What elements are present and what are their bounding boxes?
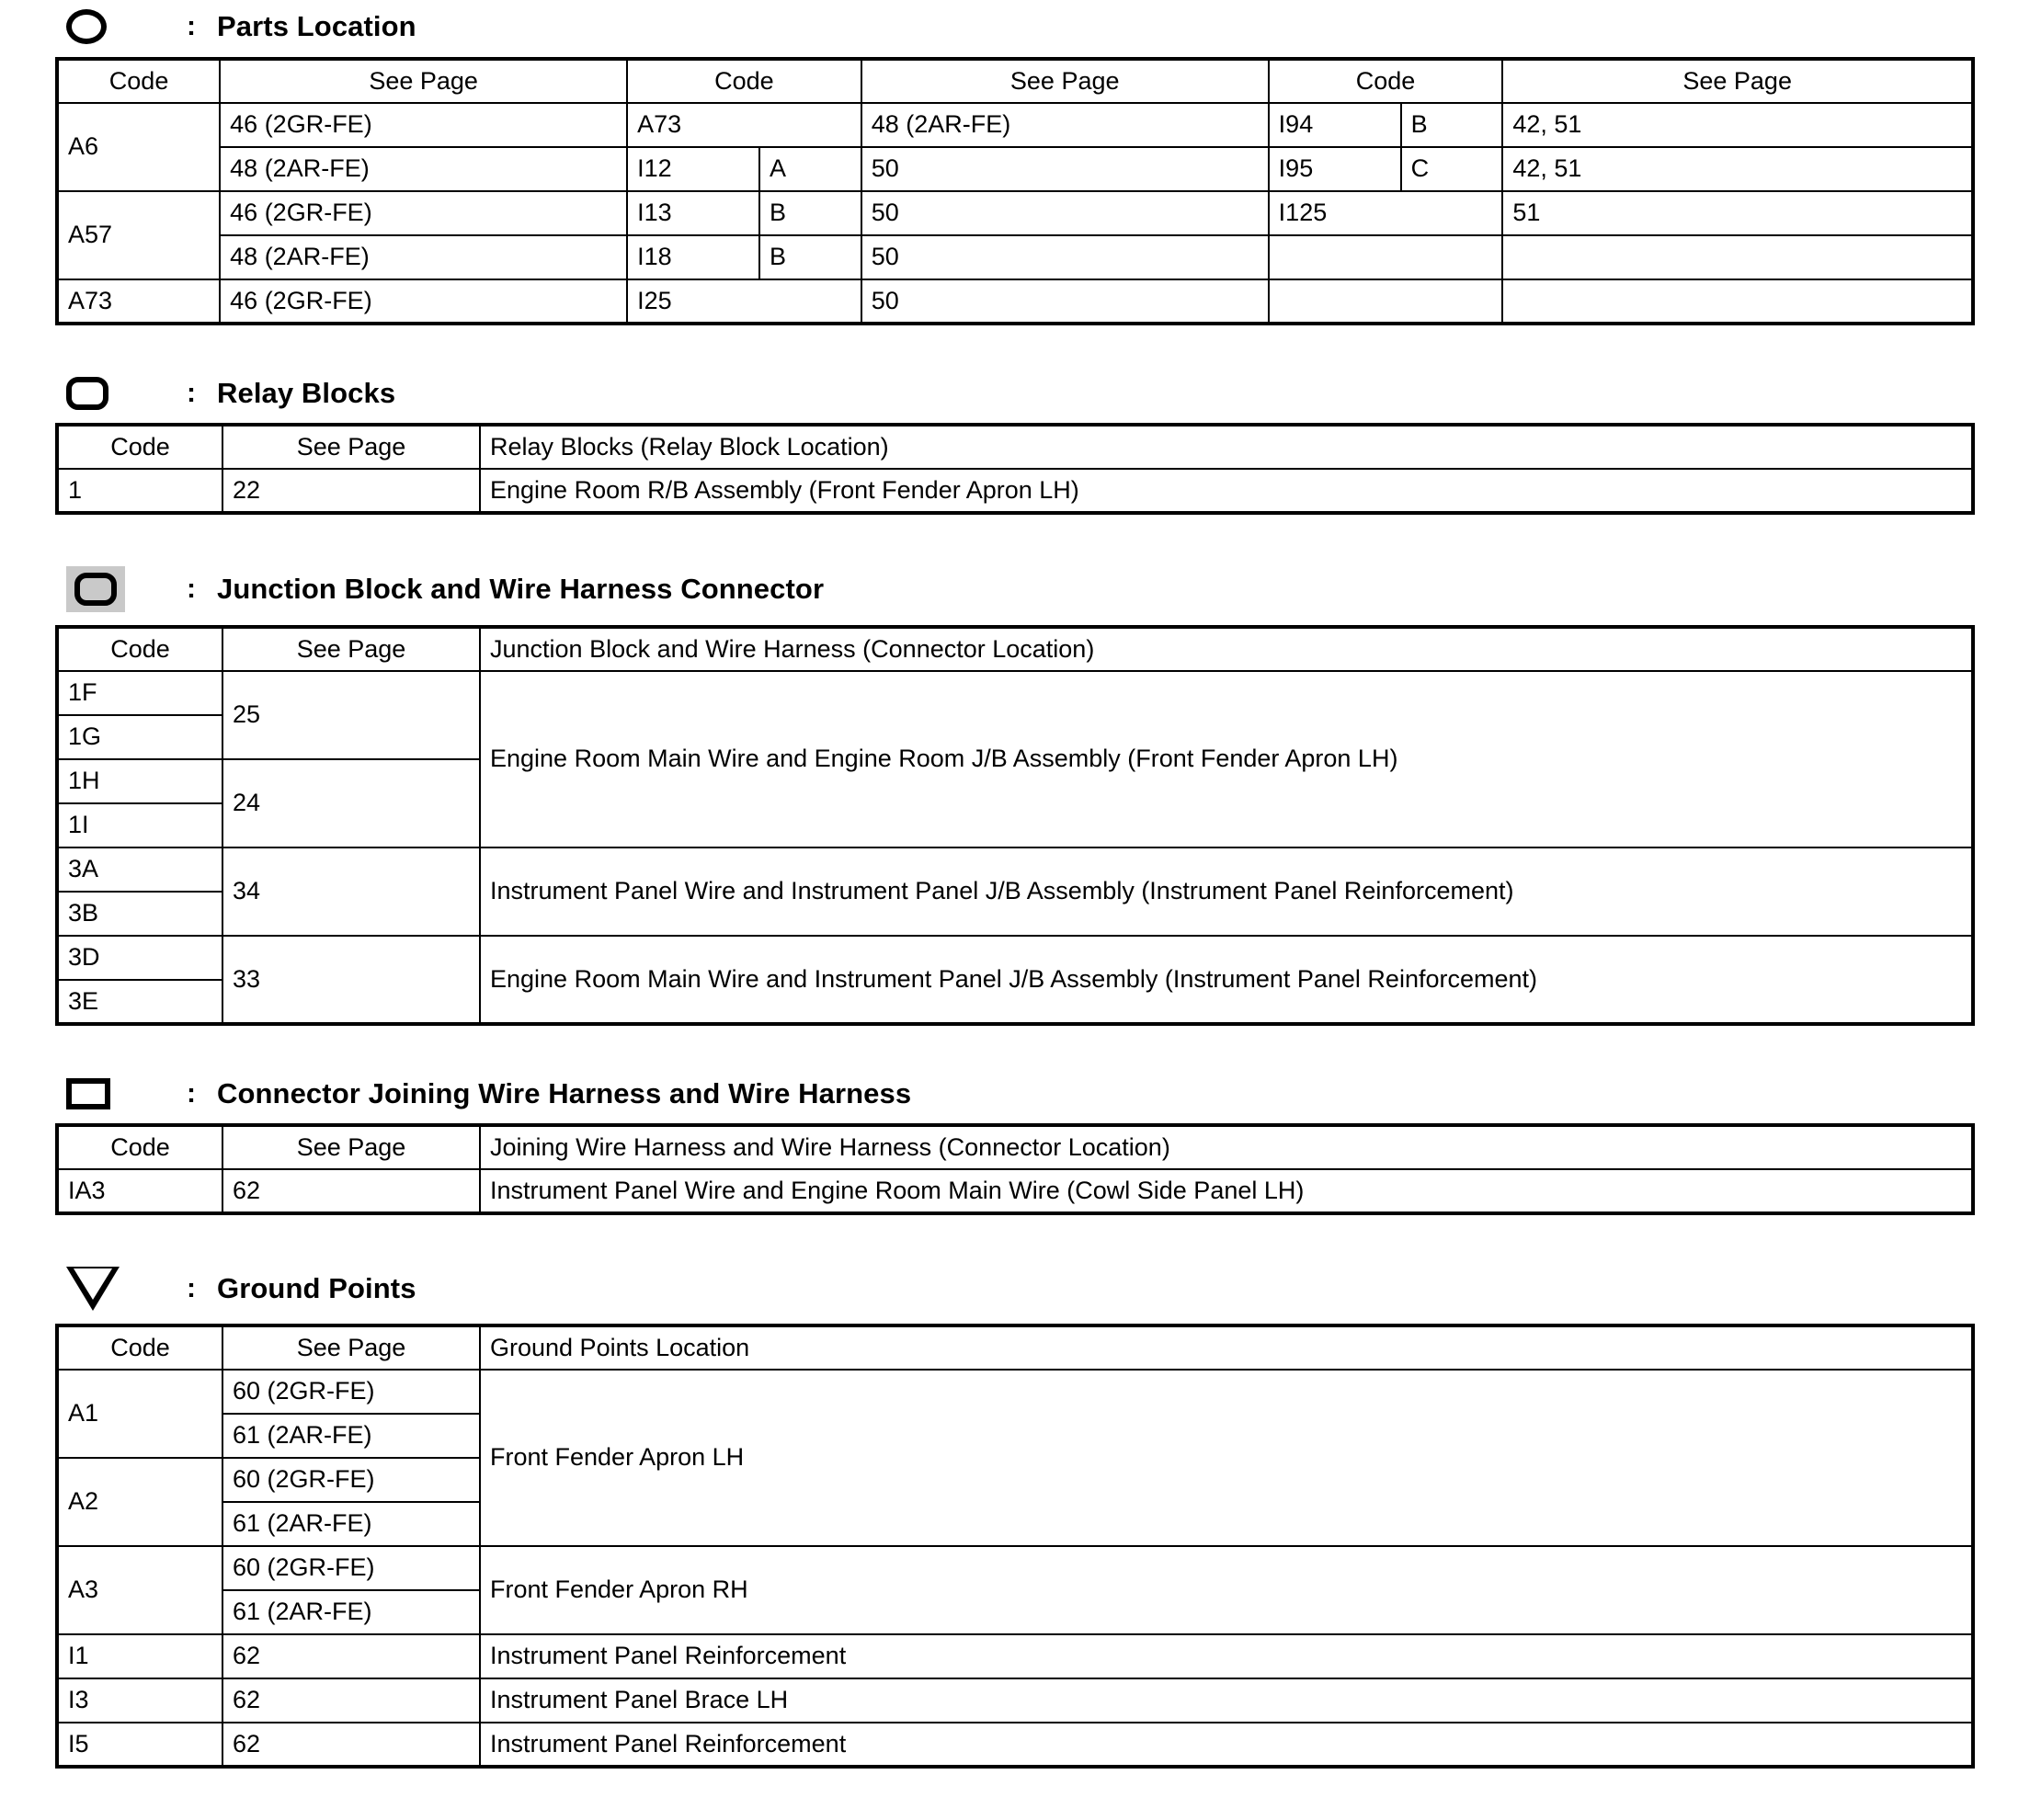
table-header-row (57, 1325, 1973, 1370)
cell-seepage: 48 (2AR-FE) (220, 235, 627, 279)
col-header-location: Junction Block and Wire Harness (Connector Location) (480, 627, 1973, 671)
cell-code: 1H (57, 759, 222, 803)
col-header-code: Code (57, 425, 222, 469)
cell-code: A73 (57, 279, 220, 324)
cell-description: Instrument Panel Reinforcement (480, 1723, 1973, 1767)
cell-code: 3E (57, 980, 222, 1024)
cell-seepage: 62 (222, 1678, 480, 1723)
cell-seepage: 48 (2AR-FE) (220, 147, 627, 191)
cell-code: 1G (57, 715, 222, 759)
symbol-rounded-shaded-wrap (55, 566, 165, 612)
cell-seepage: 48 (2AR-FE) (861, 103, 1269, 147)
cell-seepage: 46 (2GR-FE) (220, 279, 627, 324)
parts-location-colon: : (187, 11, 196, 41)
cell-code: A1 (57, 1370, 222, 1458)
cell-seepage: 60 (2GR-FE) (222, 1458, 480, 1502)
col-header-code-2: Code (627, 59, 861, 103)
symbol-rounded-wrap (55, 377, 165, 410)
table-row (57, 847, 1973, 892)
symbol-rect-wrap (55, 1078, 165, 1109)
connector-joining-table (55, 1123, 1975, 1215)
col-header-seepage-3: See Page (1502, 59, 1973, 103)
cell-description: Front Fender Apron LH (480, 1370, 1973, 1546)
cell-description: Instrument Panel Wire and Instrument Panel J/B Assembly (Instrument Panel Reinforcement) (480, 847, 1973, 936)
table-row (57, 191, 1973, 235)
cell-code-sub: A (759, 147, 861, 191)
ground-points-table (55, 1324, 1975, 1769)
parts-location-table (55, 57, 1975, 325)
relay-blocks-table (55, 423, 1975, 515)
cell-code: I94 (1269, 103, 1401, 147)
cell-code: A3 (57, 1546, 222, 1634)
shaded-background (66, 566, 125, 612)
table-row (57, 279, 1973, 324)
cell-code: I25 (627, 279, 861, 324)
cell-code: I3 (57, 1678, 222, 1723)
cell-code: I125 (1269, 191, 1503, 235)
spacer (55, 515, 1975, 566)
cell-code: 3B (57, 892, 222, 936)
cell-code: A2 (57, 1458, 222, 1546)
cell-code: 1I (57, 803, 222, 847)
cell-seepage: 61 (2AR-FE) (222, 1502, 480, 1546)
cell-seepage: 33 (222, 936, 480, 1024)
cell-description: Front Fender Apron RH (480, 1546, 1973, 1634)
col-header-location: Ground Points Location (480, 1325, 1973, 1370)
cell-seepage: 42, 51 (1502, 147, 1973, 191)
cell-code: I13 (627, 191, 759, 235)
table-row (57, 671, 1973, 715)
junction-block-table (55, 625, 1975, 1026)
cell-seepage: 50 (861, 147, 1269, 191)
table-row (57, 469, 1973, 513)
spacer (55, 1215, 1975, 1267)
cell-code: I95 (1269, 147, 1401, 191)
ground-points-colon: : (187, 1273, 196, 1303)
cell-empty (1502, 279, 1973, 324)
triangle-icon (66, 1267, 120, 1311)
cell-empty (1502, 235, 1973, 279)
spacer (55, 325, 1975, 377)
col-header-seepage-1: See Page (220, 59, 627, 103)
cell-code: I5 (57, 1723, 222, 1767)
cell-seepage: 42, 51 (1502, 103, 1973, 147)
cell-description: Instrument Panel Reinforcement (480, 1634, 1973, 1678)
col-header-seepage: See Page (222, 425, 480, 469)
symbol-triangle-wrap (55, 1267, 165, 1311)
cell-code: A6 (57, 103, 220, 191)
relay-blocks-title: Relay Blocks (217, 377, 396, 409)
cell-empty (1269, 235, 1503, 279)
cell-seepage: 60 (2GR-FE) (222, 1370, 480, 1414)
cell-description: Instrument Panel Wire and Engine Room Main Wire (Cowl Side Panel LH) (480, 1169, 1973, 1213)
table-row (57, 103, 1973, 147)
table-row (57, 235, 1973, 279)
cell-code-sub: B (1401, 103, 1503, 147)
table-row (57, 1723, 1973, 1767)
junction-block-colon: : (187, 574, 196, 604)
section-header-connector-joining (55, 1077, 1975, 1110)
table-header-row (57, 627, 1973, 671)
col-header-location: Relay Blocks (Relay Block Location) (480, 425, 1973, 469)
cell-code: 1F (57, 671, 222, 715)
col-header-location: Joining Wire Harness and Wire Harness (Connector Location) (480, 1125, 1973, 1169)
cell-seepage: 24 (222, 759, 480, 847)
cell-code: 3D (57, 936, 222, 980)
connector-joining-title: Connector Joining Wire Harness and Wire Harness (217, 1077, 912, 1109)
col-header-seepage-2: See Page (861, 59, 1269, 103)
rounded-rect-shaded-icon (74, 573, 117, 606)
ground-points-title: Ground Points (217, 1272, 416, 1304)
col-header-code: Code (57, 1125, 222, 1169)
cell-code: 3A (57, 847, 222, 892)
table-row (57, 147, 1973, 191)
cell-seepage: 60 (2GR-FE) (222, 1546, 480, 1590)
cell-code: A57 (57, 191, 220, 279)
cell-code: I1 (57, 1634, 222, 1678)
cell-seepage: 62 (222, 1169, 480, 1213)
section-header-ground-points (55, 1267, 1975, 1311)
cell-seepage: 50 (861, 191, 1269, 235)
cell-description: Engine Room Main Wire and Instrument Panel J/B Assembly (Instrument Panel Reinforcement) (480, 936, 1973, 1024)
section-header-relay-blocks (55, 377, 1975, 410)
cell-description: Engine Room Main Wire and Engine Room J/B Assembly (Front Fender Apron LH) (480, 671, 1973, 847)
cell-code: 1 (57, 469, 222, 513)
cell-seepage: 46 (2GR-FE) (220, 191, 627, 235)
cell-seepage: 25 (222, 671, 480, 759)
col-header-code: Code (57, 1325, 222, 1370)
cell-description: Instrument Panel Brace LH (480, 1678, 1973, 1723)
table-row (57, 936, 1973, 980)
cell-code: A73 (627, 103, 861, 147)
cell-seepage: 50 (861, 235, 1269, 279)
table-row (57, 1370, 1973, 1414)
rounded-rect-icon (66, 377, 108, 410)
col-header-code-1: Code (57, 59, 220, 103)
section-header-junction-block (55, 566, 1975, 612)
col-header-code: Code (57, 627, 222, 671)
symbol-circle-wrap (55, 9, 165, 44)
cell-seepage: 22 (222, 469, 480, 513)
table-row (57, 1678, 1973, 1723)
cell-seepage: 50 (861, 279, 1269, 324)
cell-seepage: 62 (222, 1723, 480, 1767)
cell-description: Engine Room R/B Assembly (Front Fender Apron LH) (480, 469, 1973, 513)
cell-seepage: 62 (222, 1634, 480, 1678)
col-header-seepage: See Page (222, 1125, 480, 1169)
cell-code-sub: B (759, 191, 861, 235)
table-row (57, 1169, 1973, 1213)
cell-seepage: 61 (2AR-FE) (222, 1414, 480, 1458)
table-header-row (57, 425, 1973, 469)
col-header-code-3: Code (1269, 59, 1503, 103)
spacer (55, 1026, 1975, 1077)
cell-code-sub: B (759, 235, 861, 279)
table-row (57, 1546, 1973, 1590)
junction-block-title: Junction Block and Wire Harness Connector (217, 573, 825, 605)
rectangle-icon (66, 1078, 110, 1109)
circle-icon (66, 9, 107, 44)
cell-seepage: 51 (1502, 191, 1973, 235)
table-header-row (57, 59, 1973, 103)
cell-code: I18 (627, 235, 759, 279)
col-header-seepage: See Page (222, 627, 480, 671)
cell-seepage: 34 (222, 847, 480, 936)
connector-joining-colon: : (187, 1078, 196, 1109)
col-header-seepage: See Page (222, 1325, 480, 1370)
cell-empty (1269, 279, 1503, 324)
table-header-row (57, 1125, 1973, 1169)
cell-code: IA3 (57, 1169, 222, 1213)
table-row (57, 1634, 1973, 1678)
parts-location-title: Parts Location (217, 10, 416, 42)
cell-code-sub: C (1401, 147, 1503, 191)
cell-code: I12 (627, 147, 759, 191)
cell-seepage: 61 (2AR-FE) (222, 1590, 480, 1634)
section-header-parts-location (55, 9, 1975, 44)
cell-seepage: 46 (2GR-FE) (220, 103, 627, 147)
relay-blocks-colon: : (187, 378, 196, 408)
